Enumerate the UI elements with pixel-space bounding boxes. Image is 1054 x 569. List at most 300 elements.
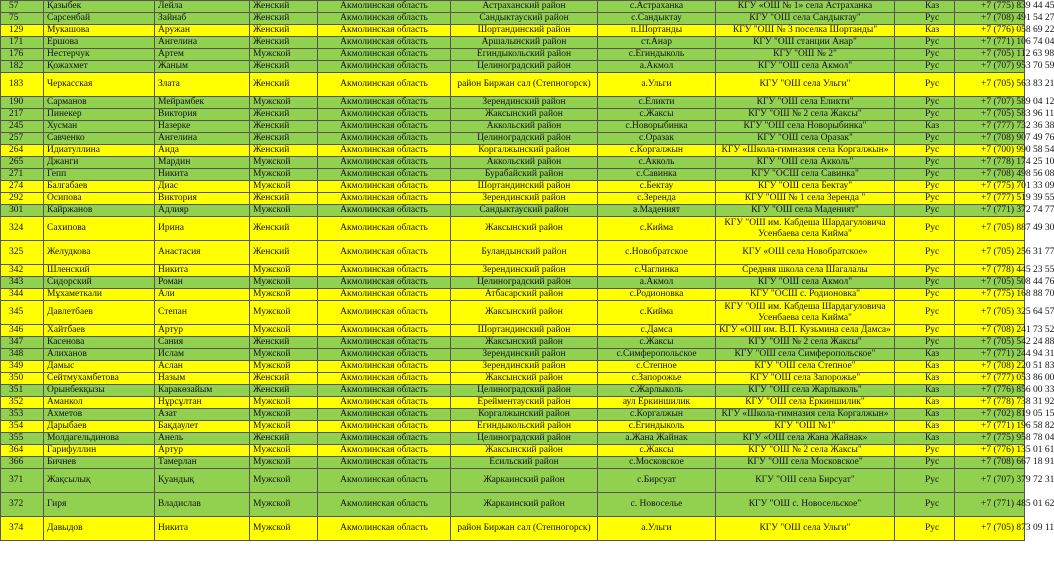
cell-locality: с.Жаксы xyxy=(598,445,716,457)
cell-gender: Женский xyxy=(250,193,318,205)
cell-locality: с.Савинка xyxy=(598,169,716,181)
cell-gender: Женский xyxy=(250,433,318,445)
cell-surname: Джанги xyxy=(44,157,155,169)
cell-gender: Женский xyxy=(250,133,318,145)
cell-locality: с.Симферопольское xyxy=(598,349,716,361)
cell-language: Каз xyxy=(895,361,955,373)
cell-row-number: 75 xyxy=(1,13,44,25)
cell-school: КГУ "ОШ села Ульги" xyxy=(716,73,895,97)
cell-gender: Мужской xyxy=(250,289,318,301)
cell-region: Акмолинская область xyxy=(318,193,451,205)
cell-surname: Мұхаметкали xyxy=(44,289,155,301)
cell-first-name: Диас xyxy=(155,181,250,193)
cell-school: КГУ "ОШ села Акколь" xyxy=(716,157,895,169)
cell-row-number: 345 xyxy=(1,301,44,325)
cell-school: КГУ "ОШ села Еликти" xyxy=(716,97,895,109)
cell-first-name: Зайнаб xyxy=(155,13,250,25)
cell-gender: Мужской xyxy=(250,157,318,169)
cell-surname: Давыдов xyxy=(44,517,155,541)
cell-school: КГУ "ОШ села Ульги" xyxy=(716,517,895,541)
table-row xyxy=(1,385,1025,397)
cell-language: Рус xyxy=(895,49,955,61)
table-row xyxy=(1,205,1025,217)
cell-locality: с.Зеренда xyxy=(598,193,716,205)
cell-school: КГУ "ОШ села Жарлыколь" xyxy=(716,385,895,397)
cell-district: Зерендинский район xyxy=(451,193,598,205)
cell-row-number: 371 xyxy=(1,469,44,493)
cell-surname: Давлетбаев xyxy=(44,301,155,325)
cell-locality: с. Новоселье xyxy=(598,493,716,517)
cell-first-name: Виктория xyxy=(155,193,250,205)
cell-region: Акмолинская область xyxy=(318,265,451,277)
cell-phone: +7 (771) 485 01 62 xyxy=(955,493,1025,517)
cell-language: Рус xyxy=(895,169,955,181)
table-row xyxy=(1,469,1025,493)
cell-surname: Гиря xyxy=(44,493,155,517)
cell-surname: Сидорский xyxy=(44,277,155,289)
cell-row-number: 366 xyxy=(1,457,44,469)
cell-district: Буландынский район xyxy=(451,241,598,265)
cell-language: Каз xyxy=(895,1,955,13)
cell-language: Каз xyxy=(895,433,955,445)
cell-school: КГУ "ОШ села Запорожье" xyxy=(716,373,895,385)
cell-locality: с.Запорожье xyxy=(598,373,716,385)
cell-school: КГУ "ОШ № 1 села Зеренда " xyxy=(716,193,895,205)
cell-district: Целиноградский район xyxy=(451,61,598,73)
cell-phone: +7 (775) 701 33 09 xyxy=(955,181,1025,193)
cell-surname: Касенова xyxy=(44,337,155,349)
cell-row-number: 343 xyxy=(1,277,44,289)
table-row xyxy=(1,169,1025,181)
cell-first-name: Али xyxy=(155,289,250,301)
cell-surname: Бичнев xyxy=(44,457,155,469)
cell-locality: п.Шортанды xyxy=(598,25,716,37)
cell-district: Бурабайский район xyxy=(451,169,598,181)
cell-district: Жаксынский район xyxy=(451,109,598,121)
cell-phone: +7 (771) 106 74 04 xyxy=(955,37,1025,49)
table-row xyxy=(1,97,1025,109)
cell-region: Акмолинская область xyxy=(318,493,451,517)
cell-phone: +7 (777) 053 86 00 xyxy=(955,373,1025,385)
cell-school: КГУ "ОШ № 2 села Жаксы" xyxy=(716,337,895,349)
cell-gender: Женский xyxy=(250,385,318,397)
cell-school: КГУ «ОШ № 1» села Астраханка xyxy=(716,1,895,13)
cell-district: Жаксынский район xyxy=(451,337,598,349)
cell-school: КГУ "ОШ села Симферопольское" xyxy=(716,349,895,361)
table-row xyxy=(1,193,1025,205)
cell-language: Каз xyxy=(895,25,955,37)
cell-first-name: Аслан xyxy=(155,361,250,373)
cell-phone: +7 (771) 244 94 31 xyxy=(955,349,1025,361)
cell-school: КГУ «ОШ села Жана Жайнак» xyxy=(716,433,895,445)
cell-locality: с.Новобратское xyxy=(598,241,716,265)
cell-district: Жаксынский район xyxy=(451,217,598,241)
cell-school: КГУ "ОШ села Сандыктау" xyxy=(716,13,895,25)
table-row xyxy=(1,157,1025,169)
table-row xyxy=(1,517,1025,541)
cell-row-number: 257 xyxy=(1,133,44,145)
cell-locality: с.Кийма xyxy=(598,301,716,325)
cell-gender: Мужской xyxy=(250,469,318,493)
cell-region: Акмолинская область xyxy=(318,457,451,469)
cell-row-number: 346 xyxy=(1,325,44,337)
cell-phone: +7 (708) 667 18 91 xyxy=(955,457,1025,469)
cell-first-name: Аружан xyxy=(155,25,250,37)
cell-gender: Мужской xyxy=(250,517,318,541)
cell-phone: +7 (708) 220 51 83 xyxy=(955,361,1025,373)
cell-phone: +7 (708) 498 56 08 xyxy=(955,169,1025,181)
table-row xyxy=(1,433,1025,445)
cell-first-name: Ангелина xyxy=(155,133,250,145)
cell-phone: +7 (778) 738 31 92 xyxy=(955,397,1025,409)
cell-gender: Мужской xyxy=(250,397,318,409)
cell-phone: +7 (700) 990 58 54 xyxy=(955,145,1025,157)
cell-surname: Гепп xyxy=(44,169,155,181)
cell-gender: Мужской xyxy=(250,457,318,469)
table-row xyxy=(1,121,1025,133)
cell-first-name: Азат xyxy=(155,409,250,421)
cell-gender: Мужской xyxy=(250,361,318,373)
cell-language: Каз xyxy=(895,121,955,133)
cell-region: Акмолинская область xyxy=(318,121,451,133)
cell-gender: Мужской xyxy=(250,277,318,289)
cell-row-number: 271 xyxy=(1,169,44,181)
cell-gender: Мужской xyxy=(250,421,318,433)
cell-district: Сандыктауский район xyxy=(451,205,598,217)
cell-row-number: 342 xyxy=(1,265,44,277)
cell-school: КГУ "ОСШ с. Родионовка" xyxy=(716,289,895,301)
cell-locality: с.Кийма xyxy=(598,217,716,241)
cell-first-name: Каракөзайым xyxy=(155,385,250,397)
cell-surname: Дамыс xyxy=(44,361,155,373)
cell-gender: Женский xyxy=(250,37,318,49)
cell-row-number: 182 xyxy=(1,61,44,73)
cell-first-name: Аида xyxy=(155,145,250,157)
cell-gender: Женский xyxy=(250,109,318,121)
cell-language: Каз xyxy=(895,385,955,397)
cell-phone: +7 (708) 241 73 52 xyxy=(955,325,1025,337)
cell-school: Средняя школа села Шагалалы xyxy=(716,265,895,277)
table-row xyxy=(1,109,1025,121)
table-row xyxy=(1,409,1025,421)
cell-language: Рус xyxy=(895,193,955,205)
table-row xyxy=(1,265,1025,277)
cell-school: КГУ «Школа-гимназия села Коргалжын» xyxy=(716,145,895,157)
cell-region: Акмолинская область xyxy=(318,145,451,157)
table-row xyxy=(1,493,1025,517)
cell-school: КГУ "ОШ села Акмол" xyxy=(716,277,895,289)
cell-gender: Мужской xyxy=(250,97,318,109)
cell-first-name: Злата xyxy=(155,73,250,97)
cell-district: Аккольский район xyxy=(451,121,598,133)
table-row xyxy=(1,457,1025,469)
cell-region: Акмолинская область xyxy=(318,421,451,433)
cell-district: район Биржан сал (Степногорск) xyxy=(451,73,598,97)
cell-language: Рус xyxy=(895,241,955,265)
cell-gender: Женский xyxy=(250,241,318,265)
cell-locality: ст.Анар xyxy=(598,37,716,49)
table-row xyxy=(1,445,1025,457)
cell-gender: Женский xyxy=(250,61,318,73)
cell-gender: Мужской xyxy=(250,265,318,277)
cell-language: Каз xyxy=(895,373,955,385)
cell-region: Акмолинская область xyxy=(318,361,451,373)
cell-school: КГУ «Школа-гимназия села Коргалжын» xyxy=(716,409,895,421)
cell-language: Рус xyxy=(895,145,955,157)
cell-first-name: Бақдаулет xyxy=(155,421,250,433)
cell-region: Акмолинская область xyxy=(318,397,451,409)
cell-phone: +7 (776) 058 69 22 xyxy=(955,25,1025,37)
cell-locality: а.Маденият xyxy=(598,205,716,217)
cell-surname: Сарманов xyxy=(44,97,155,109)
cell-phone: +7 (771) 196 58 82 xyxy=(955,421,1025,433)
cell-first-name: Ислам xyxy=(155,349,250,361)
cell-row-number: 364 xyxy=(1,445,44,457)
cell-language: Рус xyxy=(895,265,955,277)
cell-locality: с.Родионовка xyxy=(598,289,716,301)
cell-region: Акмолинская область xyxy=(318,25,451,37)
cell-language: Рус xyxy=(895,37,955,49)
cell-row-number: 351 xyxy=(1,385,44,397)
cell-surname: Шленский xyxy=(44,265,155,277)
cell-locality: с.Оразак xyxy=(598,133,716,145)
table-row xyxy=(1,277,1025,289)
cell-gender: Мужской xyxy=(250,325,318,337)
cell-region: Акмолинская область xyxy=(318,133,451,145)
cell-first-name: Анель xyxy=(155,433,250,445)
cell-region: Акмолинская область xyxy=(318,181,451,193)
cell-district: Шортандинский район xyxy=(451,25,598,37)
cell-phone: +7 (705) 508 44 76 xyxy=(955,277,1025,289)
cell-surname: Хайтбаев xyxy=(44,325,155,337)
cell-phone: +7 (776) 856 00 33 xyxy=(955,385,1025,397)
cell-locality: а.Ульги xyxy=(598,73,716,97)
cell-gender: Мужской xyxy=(250,409,318,421)
cell-region: Акмолинская область xyxy=(318,37,451,49)
table-row xyxy=(1,397,1025,409)
cell-district: Целиноградский район xyxy=(451,433,598,445)
cell-region: Акмолинская область xyxy=(318,157,451,169)
cell-phone: +7 (775) 958 78 04 xyxy=(955,433,1025,445)
cell-region: Акмолинская область xyxy=(318,13,451,25)
cell-row-number: 324 xyxy=(1,217,44,241)
cell-district: Коргалжынский район xyxy=(451,409,598,421)
cell-region: Акмолинская область xyxy=(318,325,451,337)
cell-region: Акмолинская область xyxy=(318,469,451,493)
cell-phone: +7 (702) 819 05 15 xyxy=(955,409,1025,421)
cell-district: Зерендинский район xyxy=(451,265,598,277)
cell-region: Акмолинская область xyxy=(318,301,451,325)
cell-row-number: 274 xyxy=(1,181,44,193)
cell-district: Жаксынский район xyxy=(451,445,598,457)
cell-first-name: Ирина xyxy=(155,217,250,241)
cell-surname: Кайржанов xyxy=(44,205,155,217)
cell-locality: с.Егиндыколь xyxy=(598,49,716,61)
cell-row-number: 190 xyxy=(1,97,44,109)
cell-row-number: 129 xyxy=(1,25,44,37)
cell-row-number: 347 xyxy=(1,337,44,349)
cell-phone: +7 (778) 174 25 10 xyxy=(955,157,1025,169)
cell-district: Егиндыкольский район xyxy=(451,421,598,433)
cell-first-name: Анастасия xyxy=(155,241,250,265)
cell-locality: с.Коргалжын xyxy=(598,145,716,157)
cell-gender: Женский xyxy=(250,13,318,25)
table-row xyxy=(1,361,1025,373)
cell-phone: +7 (705) 325 64 57 xyxy=(955,301,1025,325)
cell-gender: Женский xyxy=(250,121,318,133)
cell-district: Шортандинский район xyxy=(451,325,598,337)
cell-locality: с.Коргалжын xyxy=(598,409,716,421)
cell-phone: +7 (771) 372 74 77 xyxy=(955,205,1025,217)
cell-phone: +7 (707) 379 72 31 xyxy=(955,469,1025,493)
cell-school: КГУ "ОШ села Степное" xyxy=(716,361,895,373)
cell-first-name: Лейла xyxy=(155,1,250,13)
cell-row-number: 355 xyxy=(1,433,44,445)
cell-region: Акмолинская область xyxy=(318,517,451,541)
cell-language: Рус xyxy=(895,325,955,337)
cell-row-number: 344 xyxy=(1,289,44,301)
cell-region: Акмолинская область xyxy=(318,277,451,289)
cell-row-number: 265 xyxy=(1,157,44,169)
table-row xyxy=(1,133,1025,145)
cell-first-name: Артур xyxy=(155,445,250,457)
cell-gender: Женский xyxy=(250,217,318,241)
cell-region: Акмолинская область xyxy=(318,349,451,361)
cell-language: Рус xyxy=(895,61,955,73)
table-row xyxy=(1,37,1025,49)
cell-row-number: 245 xyxy=(1,121,44,133)
cell-language: Рус xyxy=(895,73,955,97)
cell-surname: Идиатуллина xyxy=(44,145,155,157)
cell-surname: Жақсылық xyxy=(44,469,155,493)
table-row xyxy=(1,349,1025,361)
table-row xyxy=(1,217,1025,241)
cell-region: Акмолинская область xyxy=(318,169,451,181)
cell-surname: Осипова xyxy=(44,193,155,205)
cell-gender: Мужской xyxy=(250,169,318,181)
cell-row-number: 171 xyxy=(1,37,44,49)
cell-gender: Мужской xyxy=(250,181,318,193)
cell-district: Жаксынский район xyxy=(451,301,598,325)
cell-first-name: Сания xyxy=(155,337,250,349)
cell-district: Коргалжынский район xyxy=(451,145,598,157)
cell-language: Рус xyxy=(895,277,955,289)
cell-district: Аршалынский район xyxy=(451,37,598,49)
cell-phone: +7 (705) 873 09 11 xyxy=(955,517,1025,541)
table-body xyxy=(1,1,1054,541)
cell-row-number: 183 xyxy=(1,73,44,97)
cell-first-name: Жаным xyxy=(155,61,250,73)
cell-row-number: 350 xyxy=(1,373,44,385)
cell-surname: Мукашова xyxy=(44,25,155,37)
cell-region: Акмолинская область xyxy=(318,1,451,13)
cell-region: Акмолинская область xyxy=(318,217,451,241)
cell-region: Акмолинская область xyxy=(318,109,451,121)
cell-district: Атбасарский район xyxy=(451,289,598,301)
cell-gender: Мужской xyxy=(250,493,318,517)
cell-language: Каз xyxy=(895,349,955,361)
cell-phone: +7 (777) 519 39 55 xyxy=(955,193,1025,205)
cell-surname: Ершова xyxy=(44,37,155,49)
cell-district: Есильский район xyxy=(451,457,598,469)
cell-school: КГУ "ОШ с. Новосельское" xyxy=(716,493,895,517)
cell-school: КГУ "ОШ им. Кабдеша Шардагуловича Усенбаева села Кийма" xyxy=(716,301,895,325)
cell-locality: с.Бектау xyxy=(598,181,716,193)
cell-district: Ерейментауский район xyxy=(451,397,598,409)
cell-locality: а.Ульги xyxy=(598,517,716,541)
cell-first-name: Ангелина xyxy=(155,37,250,49)
cell-language: Каз xyxy=(895,409,955,421)
cell-language: Рус xyxy=(895,181,955,193)
cell-surname: Балгабаев xyxy=(44,181,155,193)
cell-district: Целиноградский район xyxy=(451,385,598,397)
cell-language: Каз xyxy=(895,397,955,409)
cell-surname: Қазыбек xyxy=(44,1,155,13)
cell-locality: с.Еликти xyxy=(598,97,716,109)
cell-language: Рус xyxy=(895,109,955,121)
table-row xyxy=(1,241,1025,265)
cell-gender: Мужской xyxy=(250,205,318,217)
cell-school: КГУ "ОШ села Еркиншилик" xyxy=(716,397,895,409)
cell-language: Рус xyxy=(895,517,955,541)
cell-school: КГУ "ОШ села Московское" xyxy=(716,457,895,469)
cell-gender: Мужской xyxy=(250,349,318,361)
cell-locality: с.Бирсуат xyxy=(598,469,716,493)
cell-first-name: Артем xyxy=(155,49,250,61)
cell-gender: Женский xyxy=(250,145,318,157)
cell-region: Акмолинская область xyxy=(318,61,451,73)
cell-district: район Биржан сал (Степногорск) xyxy=(451,517,598,541)
cell-locality: с.Новорыбинка xyxy=(598,121,716,133)
cell-locality: а.Акмол xyxy=(598,61,716,73)
cell-locality: с.Жарлыколь xyxy=(598,385,716,397)
cell-district: Зерендинский район xyxy=(451,349,598,361)
table-row xyxy=(1,181,1025,193)
table-row xyxy=(1,301,1025,325)
cell-region: Акмолинская область xyxy=(318,385,451,397)
cell-first-name: Назым xyxy=(155,373,250,385)
cell-school: КГУ "ОШ села Маденият" xyxy=(716,205,895,217)
cell-district: Аккольский район xyxy=(451,157,598,169)
cell-first-name: Артур xyxy=(155,325,250,337)
table-row xyxy=(1,13,1025,25)
cell-phone: +7 (705) 542 24 88 xyxy=(955,337,1025,349)
cell-surname: Нестерчук xyxy=(44,49,155,61)
cell-row-number: 348 xyxy=(1,349,44,361)
cell-locality: аул Еркиншилик xyxy=(598,397,716,409)
cell-district: Жаркаинский район xyxy=(451,493,598,517)
cell-language: Рус xyxy=(895,457,955,469)
cell-language: Рус xyxy=(895,133,955,145)
table-row xyxy=(1,25,1025,37)
cell-row-number: 176 xyxy=(1,49,44,61)
cell-locality: а.Акмол xyxy=(598,277,716,289)
cell-surname: Гарифуллин xyxy=(44,445,155,457)
cell-gender: Женский xyxy=(250,337,318,349)
cell-gender: Женский xyxy=(250,73,318,97)
cell-surname: Сахипова xyxy=(44,217,155,241)
cell-surname: Сарсенбай xyxy=(44,13,155,25)
cell-surname: Қожахмет xyxy=(44,61,155,73)
cell-school: КГУ "ОШ села Новорыбинка" xyxy=(716,121,895,133)
cell-region: Акмолинская область xyxy=(318,73,451,97)
cell-school: КГУ "ОШ села Оразак" xyxy=(716,133,895,145)
cell-school: КГУ "ОШ №1" xyxy=(716,421,895,433)
cell-locality: с.Акколь xyxy=(598,157,716,169)
cell-gender: Мужской xyxy=(250,49,318,61)
cell-school: КГУ "ОШ № 2" xyxy=(716,49,895,61)
table-row xyxy=(1,61,1025,73)
